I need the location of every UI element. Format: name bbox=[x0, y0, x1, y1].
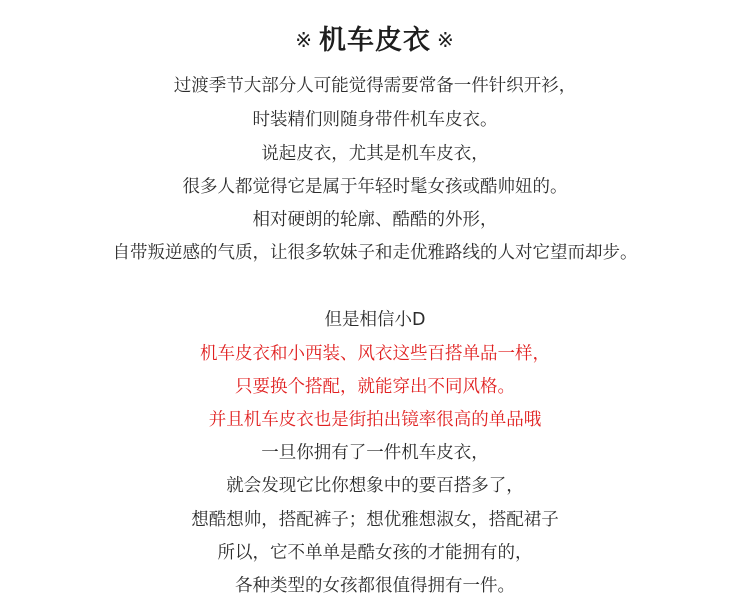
text-line: 说起皮衣，尤其是机车皮衣， bbox=[261, 144, 489, 164]
highlight-line: 只要换个搭配，就能穿出不同风格。 bbox=[235, 377, 515, 397]
text-line: 时装精们则随身带件机车皮衣。 bbox=[252, 110, 498, 130]
text-line: 很多人都觉得它是属于年轻时髦女孩或酷帅妞的。 bbox=[182, 177, 568, 197]
reference-mark-icon: ※ bbox=[437, 28, 455, 52]
article-title bbox=[0, 18, 750, 57]
text-line: 想酷想帅，搭配裤子；想优雅想淑女，搭配裙子 bbox=[191, 510, 559, 530]
text-line: 所以，它不单单是酷女孩的才能拥有的， bbox=[217, 543, 533, 563]
highlight-line: 机车皮衣和小西装、风衣这些百搭单品一样， bbox=[200, 344, 550, 364]
reference-mark-icon: ※ bbox=[295, 28, 313, 52]
text-line: 相对硬朗的轮廓、酷酷的外形， bbox=[252, 210, 498, 230]
highlight-line: 并且机车皮衣也是街拍出镜率很高的单品哦 bbox=[208, 410, 542, 430]
text-line: 自带叛逆感的气质，让很多软妹子和走优雅路线的人对它望而却步。 bbox=[112, 243, 638, 263]
text-line: 就会发现它比你想象中的要百搭多了， bbox=[226, 476, 524, 496]
text-line: 过渡季节大部分人可能觉得需要常备一件针织开衫， bbox=[173, 76, 577, 96]
text-line: 但是相信小D bbox=[324, 310, 426, 330]
text-line: 各种类型的女孩都很值得拥有一件。 bbox=[235, 576, 515, 596]
text-line: 一旦你拥有了一件机车皮衣， bbox=[261, 443, 489, 463]
title-text: 机车皮衣 bbox=[319, 25, 431, 56]
